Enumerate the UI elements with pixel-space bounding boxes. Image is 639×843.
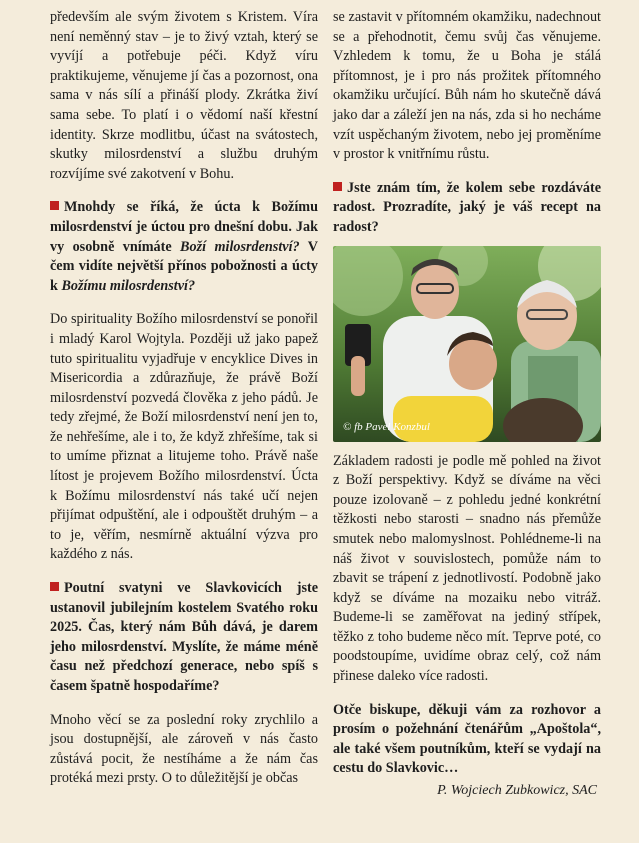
paragraph: Mnoho věcí se za poslední roky zrychlilo a jsou dostupnější, ale zároveň v nás často zůstává pocit, že nestíháme a že nám čas protéká mezi prsty. O to důležitější je občas	[50, 711, 318, 787]
paragraph: především ale svým životem s Kristem. Víra není neměnný stav – je to živý vztah, který se vyvíjí a potřebuje péči. Když víru praktikujeme, věnujeme jí čas a pozornost, ona sama v nás sílí a přináší plody. Zkrátka živí sama sebe. To platí i o vědomí naší křestní identity. Skrze modlitbu, účast na svátostech, skutky milosrdenství a službu druhým rozvíjíme své zakotvení v Bohu.	[50, 9, 318, 182]
right-column	[333, 8, 601, 800]
paragraph: Základem radosti je podle mě pohled na život z Boží perspektivy. Když se díváme na věci pouze izolovaně – z pohledu jedné konkrétní těžkosti nebo starosti – snadno nás přemůže smutek nebo malomyslnost. Pohlédneme-li na náš život v souvislostech, pomůže nám to zbavit se trápení z jednotlivostí. Podobně jako když se díváme na mozaiku nebo vitráž. Budeme-li se zaměřovat na jediný střípek, těžko z toho budeme něco mít. Teprve poté, co poodstoupíme, uvidíme obraz celý, což nám přinese daleko více radosti.	[333, 452, 601, 685]
interview-question: Poutní svatyni ve Slavkovicích jste ustanovil jubilejním kostelem Svatého roku 2025. Čas, který nám Bůh dává, je darem jeho milosrdenství. Myslíte, že máme méně času než předchozí generace, nebo spíš s časem špatně hospodaříme?	[50, 580, 318, 694]
red-square-bullet	[50, 201, 59, 210]
photo-bishop-with-boy	[333, 246, 601, 442]
photo-illustration	[333, 246, 601, 442]
author-signature: P. Wojciech Zubkowicz, SAC	[437, 783, 597, 799]
interview-question: Mnohdy se říká, že úcta k Božímu milosrdenství je úctou pro dnešní dobu. Jak vy osobně vnímáte Boží milosrdenství? V čem vidíte největší přínos pobožnosti a úcty k Božímu milosrdenství?	[50, 199, 318, 294]
paragraph: se zastavit v přítomném okamžiku, nadechnout se a přehodnotit, čemu svůj čas věnujeme. Vzhledem k tomu, že u Boha je stálá přítomnost, je i pro nás prožitek přítomného okamžiku určující. Bůh nám ho skutečně dává jako dar a záleží jen na nás, zda si ho necháme vzít uspěchaným životem, nebo jej proměníme v prostor k vnitřnímu růstu.	[333, 9, 601, 163]
left-column	[50, 8, 318, 789]
red-square-bullet	[333, 182, 342, 191]
photo-credit: © fb Pavel Konzbul	[343, 420, 430, 433]
red-square-bullet	[50, 582, 59, 591]
paragraph: Do spirituality Božího milosrdenství se ponořil i mladý Karol Wojtyla. Později už jako papež tuto spiritualitu vyjadřuje v encyklice Dives in Misericordia a zdůrazňuje, že právě Boží milosrdenství pozvedá člověka z jeho pádů. Je tedy zřejmé, že Boží milosrdenství není jen to, že nehřešíme, ale i to, že když zhřešíme, tak si to umíme přiznat a litujeme toho. Právě naše lítost je projevem Božího milosrdenství. Úcta k Božímu milosrdenství nás také učí nejen přijímat odpuštění, ale i odpouštět druhým – a to je, věřím, nesmírně aktuální výzva pro každého z nás.	[50, 311, 318, 563]
interview-question: Jste znám tím, že kolem sebe rozdáváte radost. Prozradíte, jaký je váš recept na radost?	[333, 179, 601, 235]
closing-statement: Otče biskupe, děkuji vám za rozhovor a prosím o požehnání čtenářům „Apoštola“, ale také všem poutníkům, kteří se vydají na cestu do Slavkovic…	[333, 701, 601, 777]
